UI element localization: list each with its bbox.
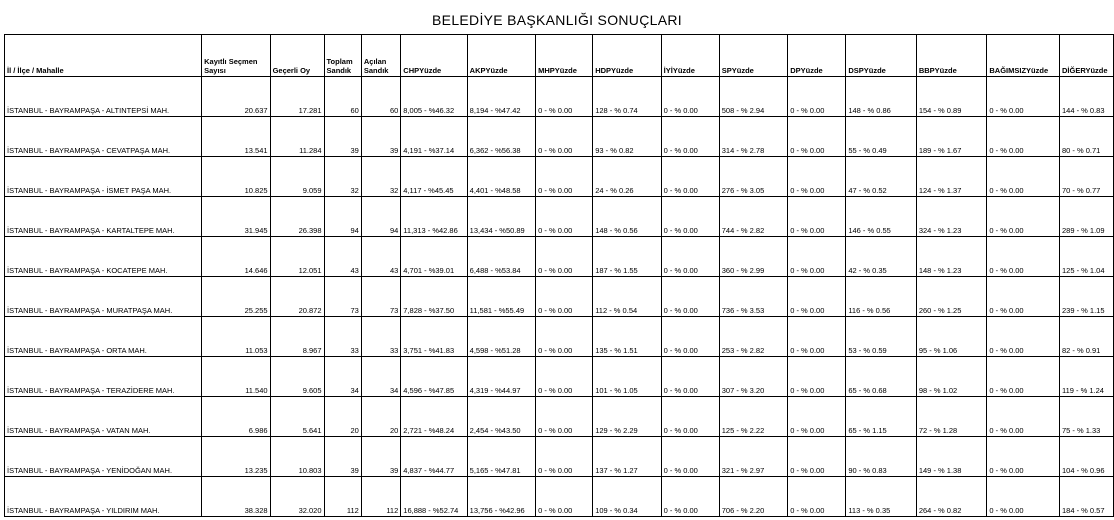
table-cell: 0 - % 0.00: [788, 397, 846, 437]
table-cell: 112 - % 0.54: [593, 277, 661, 317]
table-cell: 0 - % 0.00: [536, 277, 593, 317]
table-cell: 20.872: [270, 277, 324, 317]
table-cell: 32: [361, 157, 400, 197]
location-cell: İSTANBUL - BAYRAMPAŞA - KOCATEPE MAH.: [5, 237, 202, 277]
table-cell: 11,313 - %42.86: [401, 197, 467, 237]
column-header: BBPYüzde: [916, 35, 987, 77]
table-cell: 13,434 - %50.89: [467, 197, 535, 237]
table-row: [5, 197, 1114, 237]
table-cell: 98 - % 1.02: [916, 357, 987, 397]
table-cell: 0 - % 0.00: [661, 317, 719, 357]
table-cell: 187 - % 1.55: [593, 237, 661, 277]
location-cell: İSTANBUL - BAYRAMPAŞA - CEVATPAŞA MAH.: [5, 117, 202, 157]
table-cell: 95 - % 1.06: [916, 317, 987, 357]
table-cell: 13,756 - %42.96: [467, 477, 535, 517]
table-cell: 14.646: [202, 237, 270, 277]
table-cell: 82 - % 0.91: [1059, 317, 1113, 357]
table-cell: 289 - % 1.09: [1059, 197, 1113, 237]
table-cell: 65 - % 0.68: [846, 357, 917, 397]
table-cell: 90 - % 0.83: [846, 437, 917, 477]
table-cell: 129 - % 2.29: [593, 397, 661, 437]
table-cell: 4,117 - %45.45: [401, 157, 467, 197]
column-header: DSPYüzde: [846, 35, 917, 77]
table-cell: 0 - % 0.00: [987, 277, 1060, 317]
table-cell: 39: [324, 117, 361, 157]
table-row: [5, 77, 1114, 117]
table-cell: 113 - % 0.35: [846, 477, 917, 517]
table-cell: 47 - % 0.52: [846, 157, 917, 197]
table-cell: 9.059: [270, 157, 324, 197]
table-row: [5, 357, 1114, 397]
table-cell: 0 - % 0.00: [788, 437, 846, 477]
table-cell: 321 - % 2.97: [719, 437, 787, 477]
table-cell: 184 - % 0.57: [1059, 477, 1113, 517]
table-cell: 0 - % 0.00: [661, 277, 719, 317]
table-cell: 124 - % 1.37: [916, 157, 987, 197]
table-cell: 4,191 - %37.14: [401, 117, 467, 157]
column-header: MHPYüzde: [536, 35, 593, 77]
table-cell: 9.605: [270, 357, 324, 397]
table-cell: 94: [361, 197, 400, 237]
table-cell: 20: [361, 397, 400, 437]
table-cell: 33: [361, 317, 400, 357]
column-header: HDPYüzde: [593, 35, 661, 77]
table-cell: 0 - % 0.00: [788, 477, 846, 517]
table-cell: 0 - % 0.00: [536, 397, 593, 437]
table-cell: 60: [324, 77, 361, 117]
table-cell: 0 - % 0.00: [536, 237, 593, 277]
table-row: [5, 317, 1114, 357]
table-cell: 116 - % 0.56: [846, 277, 917, 317]
column-header: Toplam Sandık: [324, 35, 361, 77]
table-cell: 112: [361, 477, 400, 517]
table-cell: 0 - % 0.00: [661, 157, 719, 197]
table-cell: 4,319 - %44.97: [467, 357, 535, 397]
table-body: [5, 77, 1114, 517]
table-cell: 144 - % 0.83: [1059, 77, 1113, 117]
column-header: Geçerli Oy: [270, 35, 324, 77]
table-cell: 2,454 - %43.50: [467, 397, 535, 437]
column-header: Açılan Sandık: [361, 35, 400, 77]
table-cell: 0 - % 0.00: [987, 197, 1060, 237]
table-cell: 0 - % 0.00: [536, 357, 593, 397]
table-cell: 4,596 - %47.85: [401, 357, 467, 397]
table-cell: 137 - % 1.27: [593, 437, 661, 477]
table-cell: 135 - % 1.51: [593, 317, 661, 357]
location-cell: İSTANBUL - BAYRAMPAŞA - ORTA MAH.: [5, 317, 202, 357]
table-cell: 0 - % 0.00: [788, 317, 846, 357]
location-cell: İSTANBUL - BAYRAMPAŞA - İSMET PAŞA MAH.: [5, 157, 202, 197]
table-cell: 189 - % 1.67: [916, 117, 987, 157]
table-cell: 112: [324, 477, 361, 517]
table-cell: 11.540: [202, 357, 270, 397]
table-cell: 307 - % 3.20: [719, 357, 787, 397]
table-cell: 43: [324, 237, 361, 277]
table-cell: 20.637: [202, 77, 270, 117]
table-cell: 10.803: [270, 437, 324, 477]
table-cell: 4,401 - %48.58: [467, 157, 535, 197]
location-cell: İSTANBUL - BAYRAMPAŞA - YENİDOĞAN MAH.: [5, 437, 202, 477]
table-cell: 0 - % 0.00: [536, 477, 593, 517]
table-cell: 0 - % 0.00: [661, 477, 719, 517]
table-cell: 26.398: [270, 197, 324, 237]
results-table: [4, 34, 1114, 517]
table-cell: 148 - % 0.56: [593, 197, 661, 237]
table-cell: 360 - % 2.99: [719, 237, 787, 277]
table-row: [5, 237, 1114, 277]
table-cell: 253 - % 2.82: [719, 317, 787, 357]
table-cell: 11,581 - %55.49: [467, 277, 535, 317]
table-cell: 0 - % 0.00: [536, 197, 593, 237]
table-cell: 0 - % 0.00: [536, 117, 593, 157]
table-row: [5, 277, 1114, 317]
table-cell: 34: [324, 357, 361, 397]
table-cell: 736 - % 3.53: [719, 277, 787, 317]
column-header: BAĞIMSIZYüzde: [987, 35, 1060, 77]
table-cell: 125 - % 2.22: [719, 397, 787, 437]
table-cell: 0 - % 0.00: [536, 157, 593, 197]
table-cell: 65 - % 1.15: [846, 397, 917, 437]
table-cell: 149 - % 1.38: [916, 437, 987, 477]
table-cell: 4,837 - %44.77: [401, 437, 467, 477]
location-cell: İSTANBUL - BAYRAMPAŞA - KARTALTEPE MAH.: [5, 197, 202, 237]
table-cell: 73: [324, 277, 361, 317]
table-cell: 508 - % 2.94: [719, 77, 787, 117]
table-cell: 12.051: [270, 237, 324, 277]
column-header: DPYüzde: [788, 35, 846, 77]
table-cell: 146 - % 0.55: [846, 197, 917, 237]
table-cell: 2,721 - %48.24: [401, 397, 467, 437]
table-cell: 148 - % 0.86: [846, 77, 917, 117]
table-cell: 31.945: [202, 197, 270, 237]
table-cell: 0 - % 0.00: [536, 437, 593, 477]
page-title: BELEDİYE BAŞKANLIĞI SONUÇLARI: [432, 12, 682, 28]
table-cell: 0 - % 0.00: [661, 397, 719, 437]
column-header: İYİYüzde: [661, 35, 719, 77]
table-cell: 5,165 - %47.81: [467, 437, 535, 477]
table-cell: 0 - % 0.00: [661, 437, 719, 477]
table-cell: 72 - % 1.28: [916, 397, 987, 437]
table-cell: 128 - % 0.74: [593, 77, 661, 117]
table-row: [5, 117, 1114, 157]
table-row: [5, 437, 1114, 477]
table-cell: 13.541: [202, 117, 270, 157]
table-cell: 39: [361, 437, 400, 477]
table-cell: 125 - % 1.04: [1059, 237, 1113, 277]
table-cell: 119 - % 1.24: [1059, 357, 1113, 397]
table-cell: 0 - % 0.00: [987, 477, 1060, 517]
table-cell: 8.967: [270, 317, 324, 357]
table-cell: 0 - % 0.00: [661, 357, 719, 397]
table-cell: 33: [324, 317, 361, 357]
table-cell: 104 - % 0.96: [1059, 437, 1113, 477]
table-cell: 32.020: [270, 477, 324, 517]
table-cell: 0 - % 0.00: [987, 237, 1060, 277]
table-cell: 80 - % 0.71: [1059, 117, 1113, 157]
table-cell: 260 - % 1.25: [916, 277, 987, 317]
table-cell: 0 - % 0.00: [987, 317, 1060, 357]
table-cell: 8,194 - %47.42: [467, 77, 535, 117]
table-header-row: [5, 35, 1114, 77]
table-cell: 55 - % 0.49: [846, 117, 917, 157]
table-cell: 73: [361, 277, 400, 317]
table-row: [5, 157, 1114, 197]
table-cell: 264 - % 0.82: [916, 477, 987, 517]
column-header: DİĞERYüzde: [1059, 35, 1113, 77]
location-cell: İSTANBUL - BAYRAMPAŞA - TERAZİDERE MAH.: [5, 357, 202, 397]
table-cell: 0 - % 0.00: [987, 357, 1060, 397]
table-cell: 0 - % 0.00: [987, 77, 1060, 117]
table-cell: 34: [361, 357, 400, 397]
table-cell: 744 - % 2.82: [719, 197, 787, 237]
table-cell: 70 - % 0.77: [1059, 157, 1113, 197]
table-cell: 109 - % 0.34: [593, 477, 661, 517]
table-cell: 239 - % 1.15: [1059, 277, 1113, 317]
table-cell: 24 - % 0.26: [593, 157, 661, 197]
table-cell: 3,751 - %41.83: [401, 317, 467, 357]
table-cell: 4,701 - %39.01: [401, 237, 467, 277]
table-cell: 0 - % 0.00: [661, 237, 719, 277]
table-cell: 0 - % 0.00: [788, 357, 846, 397]
location-cell: İSTANBUL - BAYRAMPAŞA - VATAN MAH.: [5, 397, 202, 437]
table-cell: 0 - % 0.00: [661, 117, 719, 157]
location-cell: İSTANBUL - BAYRAMPAŞA - ALTINTEPSİ MAH.: [5, 77, 202, 117]
column-header: Kayıtlı Seçmen Sayısı: [202, 35, 270, 77]
location-cell: İSTANBUL - BAYRAMPAŞA - YILDIRIM MAH.: [5, 477, 202, 517]
table-cell: 0 - % 0.00: [987, 397, 1060, 437]
table-cell: 39: [361, 117, 400, 157]
table-cell: 0 - % 0.00: [987, 117, 1060, 157]
table-cell: 16,888 - %52.74: [401, 477, 467, 517]
table-cell: 13.235: [202, 437, 270, 477]
table-cell: 32: [324, 157, 361, 197]
table-cell: 0 - % 0.00: [788, 277, 846, 317]
table-cell: 53 - % 0.59: [846, 317, 917, 357]
table-cell: 8,005 - %46.32: [401, 77, 467, 117]
table-cell: 101 - % 1.05: [593, 357, 661, 397]
table-cell: 0 - % 0.00: [536, 77, 593, 117]
column-header: İl / İlçe / Mahalle: [5, 35, 202, 77]
table-cell: 6.986: [202, 397, 270, 437]
table-cell: 0 - % 0.00: [788, 117, 846, 157]
table-cell: 0 - % 0.00: [788, 197, 846, 237]
table-cell: 4,598 - %51.28: [467, 317, 535, 357]
table-cell: 93 - % 0.82: [593, 117, 661, 157]
table-cell: 148 - % 1.23: [916, 237, 987, 277]
table-cell: 7,828 - %37.50: [401, 277, 467, 317]
table-cell: 0 - % 0.00: [536, 317, 593, 357]
table-cell: 75 - % 1.33: [1059, 397, 1113, 437]
table-cell: 6,488 - %53.84: [467, 237, 535, 277]
table-cell: 0 - % 0.00: [788, 237, 846, 277]
table-cell: 0 - % 0.00: [788, 77, 846, 117]
table-cell: 94: [324, 197, 361, 237]
column-header: CHPYüzde: [401, 35, 467, 77]
column-header: SPYüzde: [719, 35, 787, 77]
table-cell: 20: [324, 397, 361, 437]
table-cell: 0 - % 0.00: [661, 77, 719, 117]
table-cell: 0 - % 0.00: [788, 157, 846, 197]
table-row: [5, 397, 1114, 437]
location-cell: İSTANBUL - BAYRAMPAŞA - MURATPAŞA MAH.: [5, 277, 202, 317]
table-cell: 314 - % 2.78: [719, 117, 787, 157]
table-cell: 43: [361, 237, 400, 277]
table-cell: 25.255: [202, 277, 270, 317]
table-cell: 11.284: [270, 117, 324, 157]
table-cell: 11.053: [202, 317, 270, 357]
table-cell: 0 - % 0.00: [987, 437, 1060, 477]
table-row: [5, 477, 1114, 517]
table-cell: 42 - % 0.35: [846, 237, 917, 277]
table-cell: 39: [324, 437, 361, 477]
table-cell: 10.825: [202, 157, 270, 197]
table-cell: 276 - % 3.05: [719, 157, 787, 197]
table-cell: 17.281: [270, 77, 324, 117]
column-header: AKPYüzde: [467, 35, 535, 77]
table-cell: 324 - % 1.23: [916, 197, 987, 237]
table-cell: 60: [361, 77, 400, 117]
table-cell: 154 - % 0.89: [916, 77, 987, 117]
table-cell: 0 - % 0.00: [661, 197, 719, 237]
table-cell: 706 - % 2.20: [719, 477, 787, 517]
table-cell: 0 - % 0.00: [987, 157, 1060, 197]
table-cell: 5.641: [270, 397, 324, 437]
table-cell: 38.328: [202, 477, 270, 517]
table-cell: 6,362 - %56.38: [467, 117, 535, 157]
